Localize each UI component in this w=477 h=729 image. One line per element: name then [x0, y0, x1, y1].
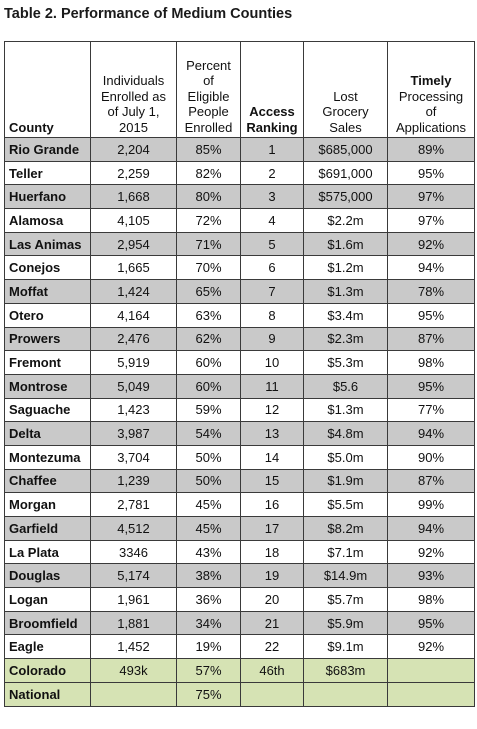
table-row	[5, 422, 475, 446]
cell-enrolled: 1,452	[91, 635, 177, 659]
cell-enrolled: 1,239	[91, 469, 177, 493]
cell-timely: 98%	[388, 351, 475, 375]
table-row	[5, 493, 475, 517]
cell-lost-sales: $9.1m	[304, 635, 388, 659]
table-row	[5, 517, 475, 541]
cell-county: Montezuma	[5, 445, 91, 469]
table-row	[5, 209, 475, 233]
cell-access-ranking: 17	[241, 517, 304, 541]
cell-percent: 63%	[177, 303, 241, 327]
cell-enrolled: 3346	[91, 540, 177, 564]
cell-access-ranking: 16	[241, 493, 304, 517]
cell-timely: 97%	[388, 209, 475, 233]
cell-enrolled: 1,665	[91, 256, 177, 280]
header-percent	[177, 42, 241, 138]
cell-timely: 98%	[388, 588, 475, 612]
summary-row	[5, 659, 475, 683]
cell-access-ranking: 46th	[241, 659, 304, 683]
cell-county: Conejos	[5, 256, 91, 280]
cell-access-ranking: 12	[241, 398, 304, 422]
cell-access-ranking	[241, 682, 304, 706]
cell-percent: 19%	[177, 635, 241, 659]
cell-percent: 60%	[177, 374, 241, 398]
cell-percent: 65%	[177, 280, 241, 304]
cell-enrolled: 4,105	[91, 209, 177, 233]
header-enrolled-line: Enrolled as	[100, 88, 167, 104]
cell-county: Fremont	[5, 351, 91, 375]
header-percent-line: Eligible	[187, 88, 230, 104]
cell-lost-sales: $5.7m	[304, 588, 388, 612]
cell-access-ranking: 9	[241, 327, 304, 351]
table-row	[5, 161, 475, 185]
cell-timely: 95%	[388, 611, 475, 635]
cell-timely: 92%	[388, 635, 475, 659]
table-row	[5, 445, 475, 469]
table-row	[5, 280, 475, 304]
header-county: County	[5, 42, 91, 138]
cell-county: Douglas	[5, 564, 91, 588]
header-percent-line: of	[203, 73, 214, 88]
header-timely	[388, 42, 475, 138]
table-row	[5, 611, 475, 635]
cell-enrolled: 1,423	[91, 398, 177, 422]
cell-percent: 36%	[177, 588, 241, 612]
cell-access-ranking: 19	[241, 564, 304, 588]
cell-county: Rio Grande	[5, 138, 91, 162]
cell-county: Eagle	[5, 635, 91, 659]
cell-county: Garfield	[5, 517, 91, 541]
cell-enrolled: 2,781	[91, 493, 177, 517]
cell-access-ranking: 8	[241, 303, 304, 327]
header-lost-line: Sales	[329, 119, 362, 135]
cell-lost-sales: $2.2m	[304, 209, 388, 233]
cell-county: National	[5, 682, 91, 706]
header-percent-line: Percent	[186, 57, 231, 73]
cell-lost-sales: $1.3m	[304, 398, 388, 422]
cell-percent: 50%	[177, 469, 241, 493]
cell-timely: 95%	[388, 161, 475, 185]
table-title: Table 2. Performance of Medium Counties	[4, 6, 293, 22]
cell-lost-sales: $5.6	[304, 374, 388, 398]
header-enrolled-line: of July 1,	[107, 104, 160, 119]
cell-timely: 87%	[388, 327, 475, 351]
header-lost-line: Grocery	[322, 104, 369, 119]
cell-percent: 70%	[177, 256, 241, 280]
cell-lost-sales: $1.3m	[304, 280, 388, 304]
cell-percent: 82%	[177, 161, 241, 185]
cell-access-ranking: 4	[241, 209, 304, 233]
cell-timely: 89%	[388, 138, 475, 162]
cell-timely: 94%	[388, 517, 475, 541]
cell-access-ranking: 21	[241, 611, 304, 635]
cell-county: Teller	[5, 161, 91, 185]
cell-enrolled: 5,174	[91, 564, 177, 588]
cell-timely: 99%	[388, 493, 475, 517]
header-access-line: Access	[249, 104, 295, 119]
table-row	[5, 588, 475, 612]
cell-timely: 95%	[388, 374, 475, 398]
cell-percent: 57%	[177, 659, 241, 683]
header-enrolled-line: 2015	[119, 119, 148, 135]
cell-enrolled: 2,476	[91, 327, 177, 351]
table-row	[5, 303, 475, 327]
cell-county: Huerfano	[5, 185, 91, 209]
cell-access-ranking: 22	[241, 635, 304, 659]
cell-access-ranking: 14	[241, 445, 304, 469]
cell-enrolled: 1,424	[91, 280, 177, 304]
cell-percent: 59%	[177, 398, 241, 422]
cell-enrolled: 5,919	[91, 351, 177, 375]
cell-county: Delta	[5, 422, 91, 446]
table-row	[5, 540, 475, 564]
cell-percent: 54%	[177, 422, 241, 446]
table-row	[5, 564, 475, 588]
cell-enrolled	[91, 682, 177, 706]
cell-timely: 92%	[388, 540, 475, 564]
cell-enrolled: 4,512	[91, 517, 177, 541]
header-row	[5, 42, 475, 138]
medium-counties-table	[4, 41, 475, 707]
cell-lost-sales: $575,000	[304, 185, 388, 209]
cell-access-ranking: 7	[241, 280, 304, 304]
cell-county: Las Animas	[5, 232, 91, 256]
cell-timely: 94%	[388, 256, 475, 280]
cell-county: La Plata	[5, 540, 91, 564]
header-lost-sales	[304, 42, 388, 138]
cell-percent: 43%	[177, 540, 241, 564]
cell-lost-sales: $5.0m	[304, 445, 388, 469]
cell-county: Morgan	[5, 493, 91, 517]
header-timely-line: Applications	[395, 119, 467, 135]
cell-timely	[388, 682, 475, 706]
cell-timely: 94%	[388, 422, 475, 446]
cell-lost-sales: $4.8m	[304, 422, 388, 446]
cell-enrolled: 1,961	[91, 588, 177, 612]
header-access-line: Ranking	[246, 119, 298, 135]
table-row	[5, 398, 475, 422]
cell-county: Chaffee	[5, 469, 91, 493]
header-timely-line: Processing	[398, 88, 464, 104]
cell-county: Saguache	[5, 398, 91, 422]
cell-percent: 60%	[177, 351, 241, 375]
cell-lost-sales: $2.3m	[304, 327, 388, 351]
cell-lost-sales: $685,000	[304, 138, 388, 162]
cell-access-ranking: 5	[241, 232, 304, 256]
header-enrolled-line: Individuals	[102, 73, 165, 88]
cell-timely: 95%	[388, 303, 475, 327]
cell-access-ranking: 1	[241, 138, 304, 162]
header-timely-line: Timely	[410, 73, 452, 88]
cell-access-ranking: 18	[241, 540, 304, 564]
cell-enrolled: 2,259	[91, 161, 177, 185]
cell-lost-sales: $5.5m	[304, 493, 388, 517]
cell-percent: 72%	[177, 209, 241, 233]
cell-access-ranking: 3	[241, 185, 304, 209]
cell-access-ranking: 15	[241, 469, 304, 493]
table-row	[5, 635, 475, 659]
cell-percent: 75%	[177, 682, 241, 706]
cell-county: Colorado	[5, 659, 91, 683]
cell-enrolled: 1,668	[91, 185, 177, 209]
cell-timely: 87%	[388, 469, 475, 493]
cell-enrolled: 2,954	[91, 232, 177, 256]
cell-access-ranking: 6	[241, 256, 304, 280]
cell-timely: 78%	[388, 280, 475, 304]
cell-percent: 85%	[177, 138, 241, 162]
cell-enrolled: 2,204	[91, 138, 177, 162]
cell-enrolled: 3,987	[91, 422, 177, 446]
cell-enrolled: 4,164	[91, 303, 177, 327]
cell-lost-sales: $1.6m	[304, 232, 388, 256]
cell-percent: 45%	[177, 517, 241, 541]
header-enrolled	[91, 42, 177, 138]
cell-timely: 92%	[388, 232, 475, 256]
cell-enrolled: 1,881	[91, 611, 177, 635]
cell-timely: 77%	[388, 398, 475, 422]
header-percent-line: People	[188, 104, 229, 119]
header-access	[241, 42, 304, 138]
table-row	[5, 327, 475, 351]
cell-county: Prowers	[5, 327, 91, 351]
cell-enrolled: 5,049	[91, 374, 177, 398]
table-row	[5, 138, 475, 162]
cell-lost-sales: $5.3m	[304, 351, 388, 375]
cell-county: Logan	[5, 588, 91, 612]
cell-enrolled: 493k	[91, 659, 177, 683]
cell-access-ranking: 10	[241, 351, 304, 375]
cell-lost-sales: $3.4m	[304, 303, 388, 327]
cell-timely: 90%	[388, 445, 475, 469]
cell-percent: 34%	[177, 611, 241, 635]
cell-percent: 45%	[177, 493, 241, 517]
cell-lost-sales: $5.9m	[304, 611, 388, 635]
cell-county: Montrose	[5, 374, 91, 398]
cell-timely: 97%	[388, 185, 475, 209]
cell-percent: 50%	[177, 445, 241, 469]
table-row	[5, 232, 475, 256]
header-percent-line: Enrolled	[184, 119, 233, 135]
header-timely-line: of	[425, 104, 437, 119]
table-body	[5, 138, 475, 707]
table-row	[5, 374, 475, 398]
cell-lost-sales: $7.1m	[304, 540, 388, 564]
cell-access-ranking: 11	[241, 374, 304, 398]
cell-lost-sales	[304, 682, 388, 706]
cell-percent: 71%	[177, 232, 241, 256]
cell-lost-sales: $683m	[304, 659, 388, 683]
cell-lost-sales: $8.2m	[304, 517, 388, 541]
cell-lost-sales: $14.9m	[304, 564, 388, 588]
table-row	[5, 351, 475, 375]
cell-enrolled: 3,704	[91, 445, 177, 469]
cell-lost-sales: $1.9m	[304, 469, 388, 493]
cell-access-ranking: 20	[241, 588, 304, 612]
table-row	[5, 256, 475, 280]
cell-percent: 80%	[177, 185, 241, 209]
cell-lost-sales: $1.2m	[304, 256, 388, 280]
table-row	[5, 185, 475, 209]
header-lost-line: Lost	[333, 88, 358, 104]
cell-county: Broomfield	[5, 611, 91, 635]
cell-access-ranking: 2	[241, 161, 304, 185]
cell-county: Alamosa	[5, 209, 91, 233]
table-row	[5, 469, 475, 493]
cell-timely	[388, 659, 475, 683]
cell-percent: 62%	[177, 327, 241, 351]
cell-county: Otero	[5, 303, 91, 327]
cell-county: Moffat	[5, 280, 91, 304]
cell-access-ranking: 13	[241, 422, 304, 446]
cell-timely: 93%	[388, 564, 475, 588]
cell-lost-sales: $691,000	[304, 161, 388, 185]
cell-percent: 38%	[177, 564, 241, 588]
summary-row	[5, 682, 475, 706]
